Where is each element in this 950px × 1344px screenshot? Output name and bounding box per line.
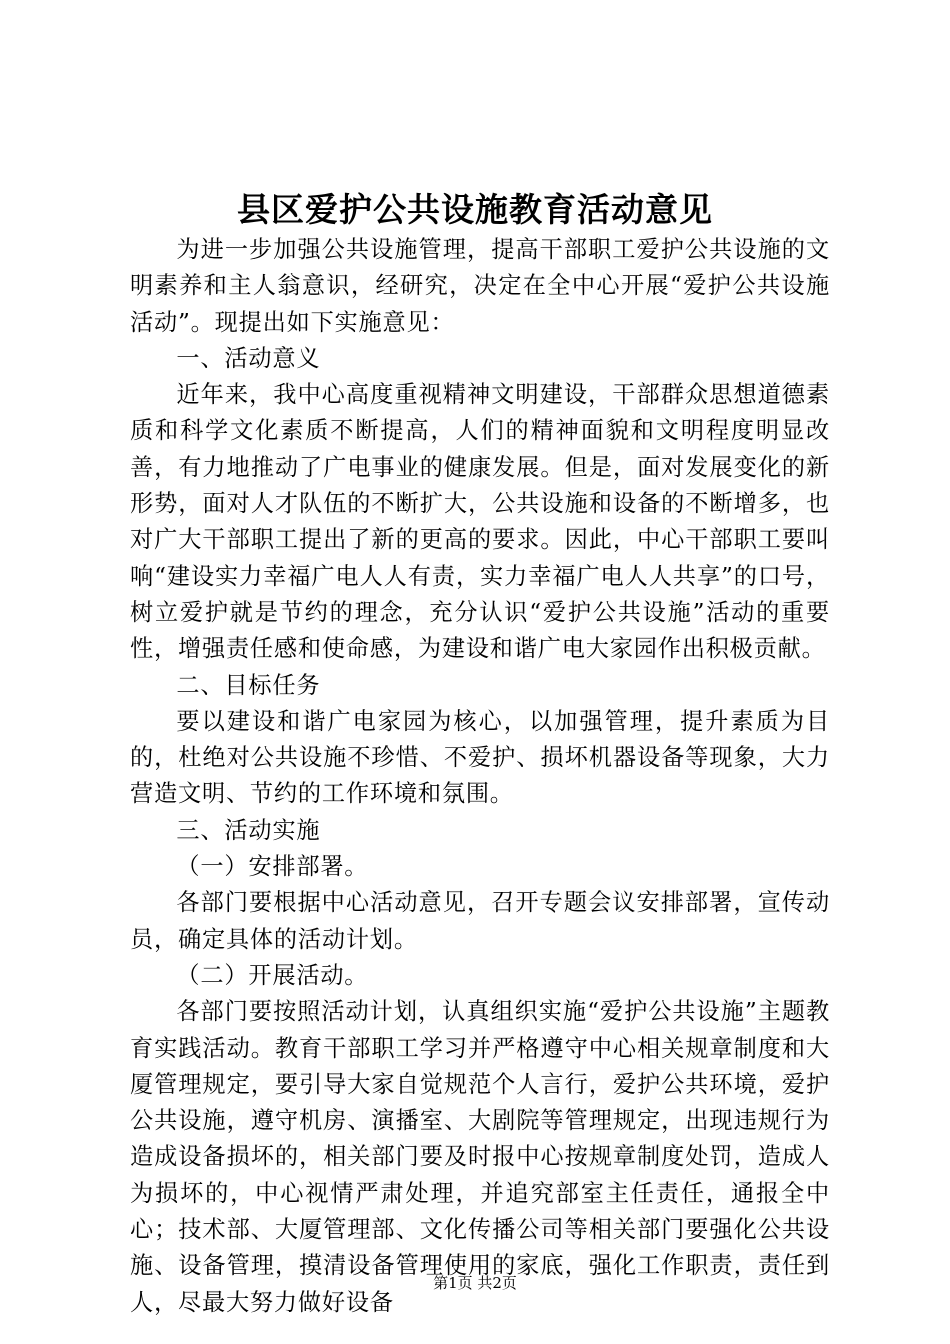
- section-heading-goals: 二、目标任务: [176, 671, 321, 699]
- arrangement-paragraph: 各部门要根据中心活动意见，召开专题会议安排部署，宣传动员，确定具体的活动计划。: [130, 889, 830, 953]
- document-body: [130, 232, 830, 1321]
- section-heading-significance: 一、活动意义: [176, 344, 321, 372]
- section-heading-implementation: 三、活动实施: [176, 816, 321, 844]
- goals-paragraph: 要以建设和谐广电家园为核心，以加强管理，提升素质为目的，杜绝对公共设施不珍惜、不爱护、损坏机器设备等现象，大力营造文明、节约的工作环境和氛围。: [130, 707, 830, 808]
- document-title: 县区爱护公共设施教育活动意见: [237, 190, 713, 229]
- significance-paragraph: 近年来，我中心高度重视精神文明建设，干部群众思想道德素质和科学文化素质不断提高，人们的精神面貌和文明程度明显改善，有力地推动了广电事业的健康发展。但是，面对发展变化的新形势，面对人才队伍的不断扩大，公共设施和设备的不断增多，也对广大干部职工提出了新的更高的要求。因此，中心干部职工要叫响“建设实力幸福广电人人有责，实力幸福广电人人共享”的口号，树立爱护就是节约的理念，充分认识“爱护公共设施”活动的重要性，增强责任感和使命感，为建设和谐广电大家园作出积极贡献。: [130, 381, 830, 663]
- subheading-arrangement: （一）安排部署。: [176, 853, 369, 881]
- intro-paragraph: 为进一步加强公共设施管理，提高干部职工爱护公共设施的文明素养和主人翁意识，经研究，决定在全中心开展“爱护公共设施活动”。现提出如下实施意见：: [130, 236, 830, 336]
- activities-paragraph: 各部门要按照活动计划，认真组织实施“爱护公共设施”主题教育实践活动。教育干部职工学习并严格遵守中心相关规章制度和大厦管理规定，要引导大家自觉规范个人言行，爱护公共环境，爱护公共设施，遵守机房、演播室、大剧院等管理规定，出现违规行为造成设备损坏的，相关部门要及时报中心按规章制度处罚，造成人为损坏的，中心视情严肃处理，并追究部室主任责任，通报全中心；技术部、大厦管理部、文化传播公司等相关部门要强化公共设施、设备管理，摸清设备管理使用的家底，强化工作职责，责任到人，尽最大努力做好设备: [130, 998, 830, 1316]
- page-footer: 第1页 共2页: [433, 1274, 517, 1292]
- subheading-activities: （二）开展活动。: [176, 961, 369, 989]
